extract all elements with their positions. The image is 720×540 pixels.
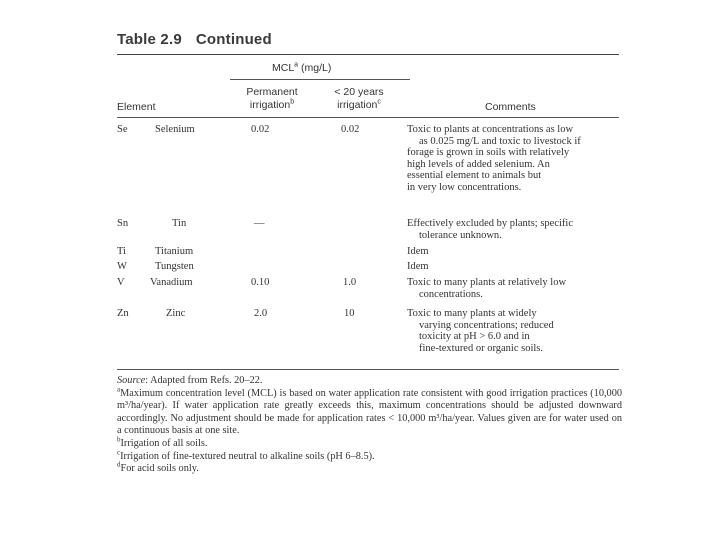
permanent-value: 2.0 <box>254 308 268 319</box>
footnote-b-sup: b <box>117 435 121 444</box>
footnote-b-text: Irrigation of all soils. <box>120 437 208 449</box>
footnote-a-sup: a <box>117 385 121 394</box>
comment-line: concentrations. <box>419 288 483 300</box>
footnote-d-sup: d <box>117 460 121 469</box>
table-number: Table 2.9 <box>117 31 182 48</box>
comment <box>407 308 554 354</box>
footnote-d <box>117 460 622 476</box>
element-symbol: W <box>117 261 127 272</box>
twenty-sup: c <box>377 98 381 106</box>
comment-line: Idem <box>407 261 429 272</box>
element-name: Tin <box>172 218 187 229</box>
comment-line: tolerance unknown. <box>419 229 502 241</box>
footnote-a <box>117 385 622 438</box>
element-name: Tungsten <box>155 261 194 272</box>
footnote-c <box>117 448 622 464</box>
element-symbol: Sn <box>117 218 129 229</box>
element-symbol: Se <box>117 124 128 135</box>
comments-header: Comments <box>485 101 536 113</box>
comment-line: high levels of added selenium. An <box>407 158 550 170</box>
footnote-d-text: For acid soils only. <box>120 463 199 475</box>
permanent-value: 0.10 <box>251 277 270 288</box>
comment-line: Effectively excluded by plants; specific <box>407 218 573 229</box>
mcl-sup: a <box>294 61 299 69</box>
table-title <box>117 31 272 48</box>
comment <box>407 246 429 258</box>
mcl-label: MCL <box>272 62 295 74</box>
comment-line: varying concentrations; reduced <box>419 319 554 331</box>
comment-line: essential element to animals but <box>407 170 542 182</box>
element-symbol: Zn <box>117 308 129 319</box>
element-name: Selenium <box>155 124 195 135</box>
comment <box>407 277 566 300</box>
twenty-years-header <box>318 86 400 112</box>
comment-line: Idem <box>407 246 429 257</box>
footnote-a-text: Maximum concentration level (MCL) is based on water application rate consistent with good irrigation practices (10,000 m³/ha/year). If water application rate greatly exceeds this, maximum concentrations should be adjusted downward accordingly. No adjustment should be made for application rates < 10,000 m³/ha/year. Values given are for water used on a continuous basis at one site. <box>117 387 622 437</box>
permanent-value: — <box>254 218 265 229</box>
element-name: Titanium <box>155 246 194 257</box>
permanent-value: 0.02 <box>251 124 270 135</box>
comment <box>407 124 581 194</box>
element-name: Vanadium <box>150 277 193 288</box>
source-label: Source <box>117 375 146 386</box>
source-text: : Adapted from Refs. 20–22. <box>145 375 263 386</box>
mcl-rule <box>230 79 410 80</box>
mcl-header <box>272 62 331 74</box>
permanent-header <box>232 86 312 112</box>
comment-line: forage is grown in soils with relatively <box>407 147 570 159</box>
comment-line: Toxic to many plants at relatively low <box>407 277 567 288</box>
permanent-sup: b <box>290 98 295 106</box>
footnote-b <box>117 435 622 451</box>
twenty-years-value: 0.02 <box>341 124 360 135</box>
comment <box>407 261 429 273</box>
comment <box>407 218 573 241</box>
permanent-header-line2: irrigation <box>249 99 291 111</box>
footnote-c-sup: c <box>117 448 121 457</box>
header-rule <box>117 117 619 118</box>
element-name: Zinc <box>166 308 186 319</box>
top-rule <box>117 54 619 55</box>
table-continued: Continued <box>195 31 272 48</box>
mcl-unit: (mg/L) <box>301 62 332 74</box>
bottom-rule <box>117 369 619 370</box>
comment-line: in very low concentrations. <box>407 181 522 193</box>
twenty-years-value: 1.0 <box>343 277 357 288</box>
permanent-header-line1: Permanent <box>246 86 298 98</box>
comment-line: Toxic to many plants at widely <box>407 308 537 319</box>
element-header: Element <box>117 101 156 113</box>
footnote-c-text: Irrigation of fine-textured neutral to alkaline soils (pH 6–8.5). <box>120 450 375 462</box>
comment-line: as 0.025 mg/L and toxic to livestock if <box>419 135 581 147</box>
source-note <box>117 375 622 388</box>
element-symbol: V <box>117 277 125 288</box>
comment-line: toxicity at pH > 6.0 and in <box>419 331 530 343</box>
comment-line: fine-textured or organic soils. <box>419 342 544 354</box>
footnotes <box>117 375 622 476</box>
twenty-header-line1: < 20 years <box>334 86 384 98</box>
twenty-header-line2: irrigation <box>337 99 378 111</box>
twenty-years-value: 10 <box>344 308 355 319</box>
element-symbol: Ti <box>117 246 126 257</box>
comment-line: Toxic to plants at concentrations as low <box>407 124 574 135</box>
